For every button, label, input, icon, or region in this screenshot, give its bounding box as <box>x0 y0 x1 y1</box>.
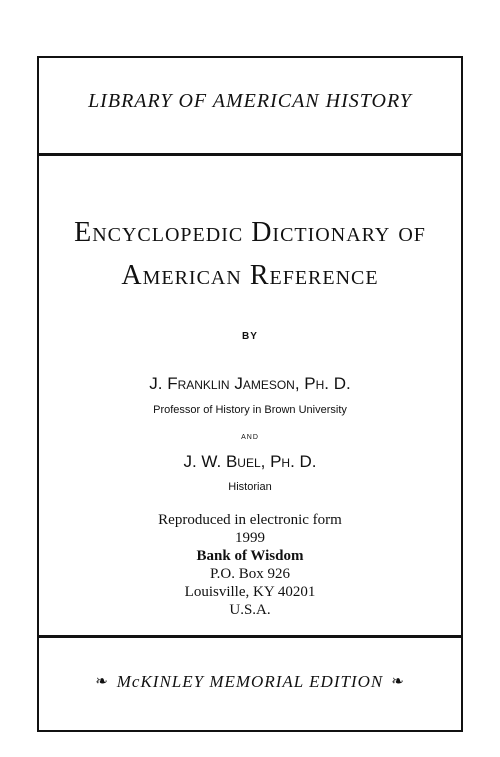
imprint-country: U.S.A. <box>229 602 271 618</box>
imprint-city: Louisville, KY 40201 <box>184 584 316 600</box>
edition-footer-band <box>39 635 461 730</box>
author-2-affiliation: Historian <box>228 481 272 493</box>
leaf-ornament-icon: ❧ <box>391 674 405 690</box>
author-1-name: J. Franklin Jameson, Ph. D. <box>149 374 351 393</box>
author-conjunction: AND <box>241 434 259 441</box>
title-block <box>39 156 461 639</box>
leaf-ornament-icon: ❧ <box>95 674 109 690</box>
author-1-affiliation: Professor of History in Brown University <box>153 404 347 416</box>
imprint-reproduction-note: Reproduced in electronic form <box>158 512 342 528</box>
series-header-band <box>39 58 461 156</box>
edition-label: McKINLEY MEMORIAL EDITION <box>116 672 384 691</box>
byline: BY <box>242 331 258 342</box>
imprint-year: 1999 <box>235 530 265 546</box>
book-title-line-2: American Reference <box>121 260 379 291</box>
title-page-frame <box>37 56 463 732</box>
edition-line <box>39 672 461 692</box>
series-title: LIBRARY OF AMERICAN HISTORY <box>88 90 412 112</box>
imprint-po-box: P.O. Box 926 <box>209 566 291 582</box>
imprint-publisher: Bank of Wisdom <box>196 548 304 564</box>
author-2-name: J. W. Buel, Ph. D. <box>183 452 317 471</box>
book-title-line-1: Encyclopedic Dictionary of <box>74 217 426 248</box>
